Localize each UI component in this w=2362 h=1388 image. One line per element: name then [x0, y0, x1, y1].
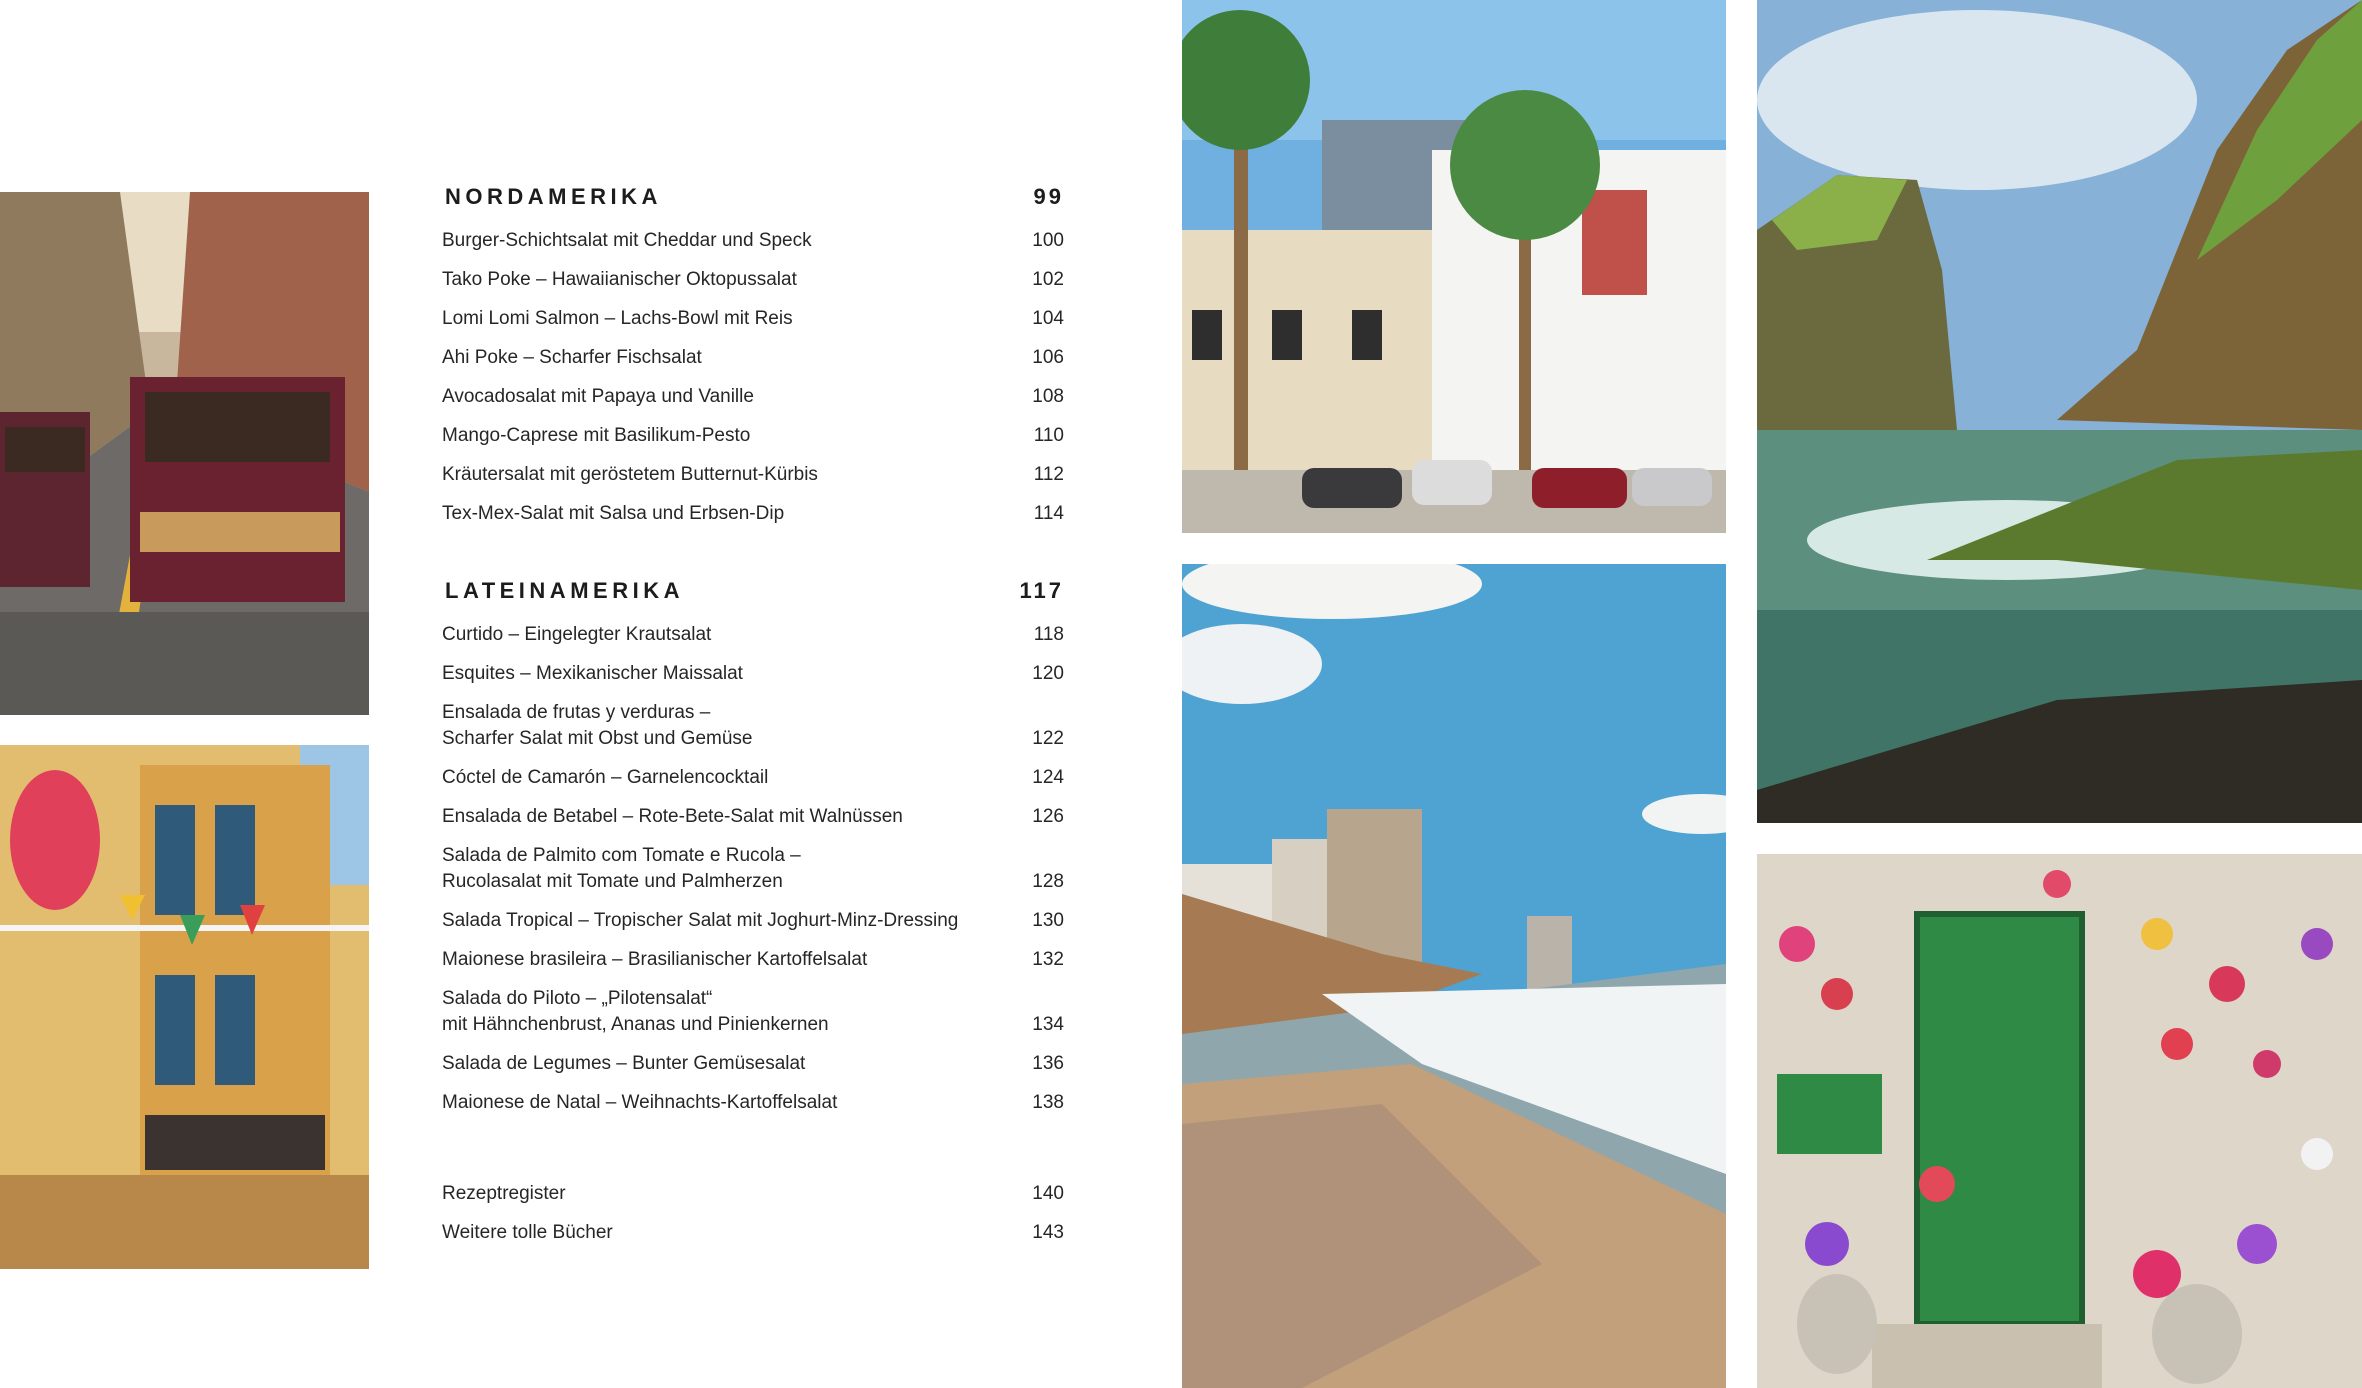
entry-title: Maionese brasileira – Brasilianischer Kartoffelsalat	[442, 949, 868, 970]
entry-page: 100	[1032, 230, 1064, 251]
entry-title: Esquites – Mexikanischer Maissalat	[442, 663, 743, 684]
section-title: LATEINAMERIKA	[445, 578, 684, 603]
photo-beach-skyline	[1182, 564, 1726, 1388]
toc-entry[interactable]	[442, 622, 1064, 648]
entry-title: Maionese de Natal – Weihnachts-Kartoffelsalat	[442, 1092, 838, 1113]
entry-title: Mango-Caprese mit Basilikum-Pesto	[442, 425, 751, 446]
toc-entry[interactable]	[442, 843, 1064, 895]
entry-title: Cóctel de Camarón – Garnelencocktail	[442, 767, 769, 788]
entry-page: 118	[1033, 624, 1064, 645]
section-title: NORDAMERIKA	[445, 184, 662, 209]
toc-entry[interactable]	[442, 228, 1064, 254]
entry-page: 110	[1033, 425, 1064, 446]
toc-section-nordamerika	[442, 184, 1064, 527]
toc-appendix	[442, 1181, 1064, 1246]
toc-entry[interactable]	[442, 986, 1064, 1038]
photo-green-door-flowers	[1757, 854, 2362, 1388]
photo-palm-street	[1182, 0, 1726, 533]
toc-entry[interactable]	[442, 1090, 1064, 1116]
entry-page: 132	[1032, 949, 1064, 970]
entry-title: Lomi Lomi Salmon – Lachs-Bowl mit Reis	[442, 308, 793, 329]
entry-page: 114	[1033, 503, 1064, 524]
toc-entry-more-books[interactable]	[442, 1220, 1064, 1246]
entry-page: 104	[1032, 308, 1064, 329]
entry-page: 134	[1032, 1014, 1064, 1035]
section-heading[interactable]	[442, 184, 1064, 210]
toc-entry[interactable]	[442, 765, 1064, 791]
entry-page: 138	[1032, 1092, 1064, 1113]
toc-entry[interactable]	[442, 306, 1064, 332]
entry-title: Salada de Legumes – Bunter Gemüsesalat	[442, 1053, 806, 1074]
entry-title: Rezeptregister	[442, 1183, 566, 1204]
toc-entry[interactable]	[442, 267, 1064, 293]
toc-entry[interactable]	[442, 947, 1064, 973]
entry-title: Weitere tolle Bücher	[442, 1222, 613, 1243]
toc-entry[interactable]	[442, 462, 1064, 488]
entry-page: 108	[1032, 386, 1064, 407]
entry-title: Avocadosalat mit Papaya und Vanille	[442, 386, 754, 407]
toc-entry[interactable]	[442, 345, 1064, 371]
entry-page: 120	[1032, 663, 1064, 684]
entry-page: 128	[1032, 871, 1064, 892]
toc-entry[interactable]	[442, 908, 1064, 934]
entry-title-line2: Rucolasalat mit Tomate und Palmherzen	[442, 871, 783, 892]
entry-page: 102	[1032, 269, 1064, 290]
photo-cable-car-street	[0, 192, 369, 715]
toc-entry[interactable]	[442, 423, 1064, 449]
entry-title-line2: Scharfer Salat mit Obst und Gemüse	[442, 728, 753, 749]
entry-page: 126	[1032, 806, 1064, 827]
toc-entry[interactable]	[442, 700, 1064, 752]
toc-entry[interactable]	[442, 384, 1064, 410]
entry-page: 124	[1032, 767, 1064, 788]
photo-colonial-street-festival	[0, 745, 369, 1269]
entry-page: 112	[1033, 464, 1064, 485]
entry-title: Burger-Schichtsalat mit Cheddar und Speck	[442, 230, 812, 251]
toc-entry-register[interactable]	[442, 1181, 1064, 1207]
entry-title: Tex-Mex-Salat mit Salsa und Erbsen-Dip	[442, 503, 785, 524]
entry-title-line2: mit Hähnchenbrust, Ananas und Pinienkernen	[442, 1014, 829, 1035]
toc-entry[interactable]	[442, 661, 1064, 687]
photo-coastal-cliffs	[1757, 0, 2362, 823]
section-page: 99	[1033, 184, 1064, 209]
entry-title-line1: Salada do Piloto – „Pilotensalat“	[442, 988, 713, 1009]
section-heading[interactable]	[442, 578, 1064, 604]
toc-section-lateinamerika	[442, 578, 1064, 1116]
entry-title: Tako Poke – Hawaiianischer Oktopussalat	[442, 269, 797, 290]
entry-page: 106	[1032, 347, 1064, 368]
entry-title: Curtido – Eingelegter Krautsalat	[442, 624, 712, 645]
entry-title: Salada Tropical – Tropischer Salat mit Joghurt-Minz-Dressing	[442, 910, 959, 931]
entry-title: Kräutersalat mit geröstetem Butternut-Kürbis	[442, 464, 818, 485]
entry-title: Ahi Poke – Scharfer Fischsalat	[442, 347, 702, 368]
entry-title: Ensalada de Betabel – Rote-Bete-Salat mit Walnüssen	[442, 806, 903, 827]
entry-page: 130	[1032, 910, 1064, 931]
toc-entry[interactable]	[442, 804, 1064, 830]
table-of-contents	[442, 184, 1064, 1259]
entry-page: 122	[1032, 728, 1064, 749]
section-page: 117	[1019, 578, 1064, 603]
toc-entry[interactable]	[442, 501, 1064, 527]
entry-page: 143	[1032, 1222, 1064, 1243]
entry-page: 140	[1032, 1183, 1064, 1204]
entry-page: 136	[1032, 1053, 1064, 1074]
entry-title-line1: Ensalada de frutas y verduras –	[442, 702, 711, 723]
toc-entry[interactable]	[442, 1051, 1064, 1077]
entry-title-line1: Salada de Palmito com Tomate e Rucola –	[442, 845, 801, 866]
